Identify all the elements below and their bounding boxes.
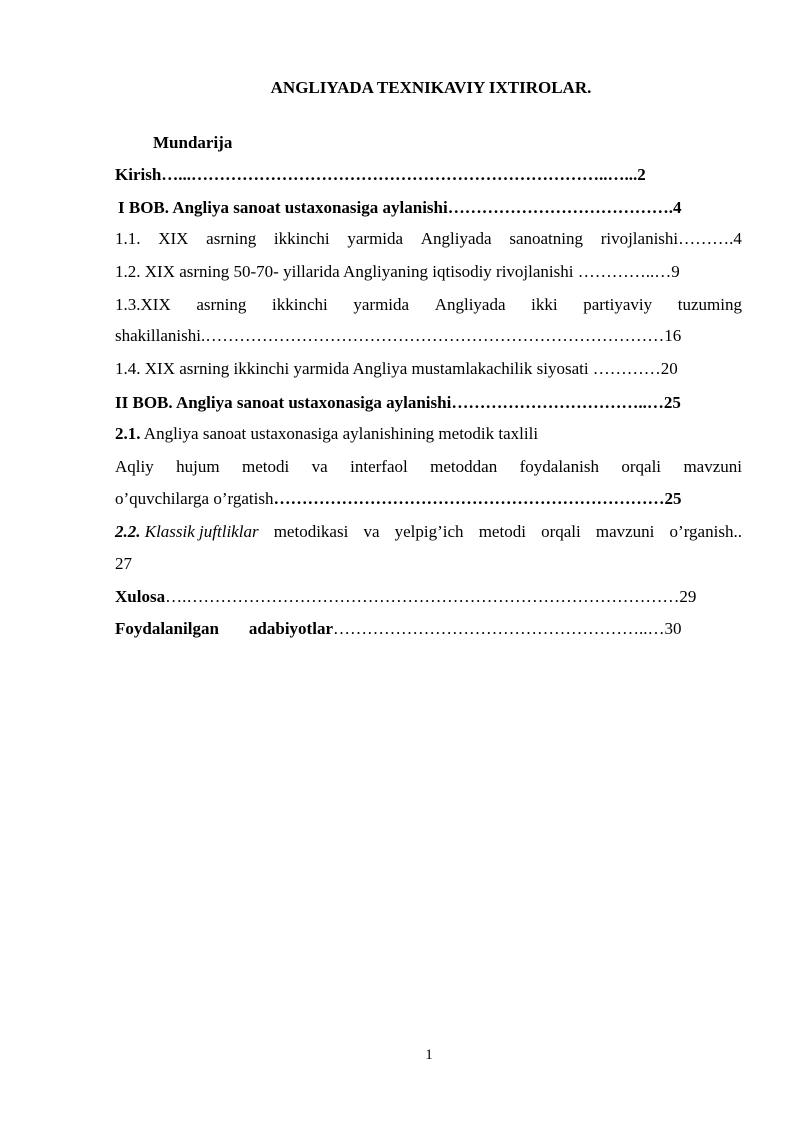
- toc-word: metodikasi: [273, 522, 349, 541]
- toc-word: yelpig’ich: [394, 522, 464, 541]
- toc-word: va: [311, 457, 328, 476]
- toc-word: ikkinchi: [273, 229, 330, 248]
- toc-label: o’quvchilarga o’rgatish: [115, 489, 274, 508]
- toc-entry-2-2: [115, 522, 742, 542]
- toc-word: ikki: [531, 295, 558, 314]
- toc-word: mavzuni: [595, 522, 655, 541]
- toc-dots: ………………………………………………..…: [332, 619, 665, 638]
- toc-word: hujum: [176, 457, 220, 476]
- toc-page: 25: [664, 489, 682, 508]
- toc-dots: ……………………………..…: [451, 393, 664, 412]
- toc-word: metodi: [242, 457, 290, 476]
- toc-word: 1.3.XIX: [115, 295, 171, 314]
- toc-word: ikkinchi: [272, 295, 328, 314]
- toc-entry-xulosa: [115, 587, 742, 607]
- toc-word: sanoatning: [509, 229, 583, 248]
- toc-word: mavzuni: [683, 457, 742, 476]
- toc-page: 25: [663, 393, 681, 412]
- document-title: ANGLIYADA TEXNIKAVIY IXTIROLAR.: [270, 78, 592, 97]
- page-number: 1: [425, 1047, 433, 1063]
- toc-word: XIX: [158, 229, 189, 248]
- toc-page: 29: [679, 587, 697, 606]
- toc-word: orqali: [541, 522, 581, 541]
- toc-word: [115, 522, 259, 542]
- toc-word: o’rganish..: [669, 522, 742, 541]
- toc-word: metodi: [478, 522, 526, 541]
- toc-word: foydalanish: [519, 457, 599, 476]
- toc-word: rivojlanishi……….4: [600, 229, 742, 248]
- toc-word: yarmida: [353, 295, 410, 314]
- toc-page: 2: [637, 165, 646, 184]
- toc-entry-1-3-continued: shakillanishi.………………………………………………………………………16: [115, 326, 682, 345]
- toc-dots: ….……………………………………………………………………………: [165, 587, 680, 606]
- toc-entry-1-1: [115, 229, 742, 249]
- toc-label: adabiyotlar: [248, 619, 333, 638]
- toc-dots: …...………………………………………………………………..…...: [161, 165, 638, 184]
- toc-word: orqali: [621, 457, 662, 476]
- toc-dots: ………………………………….: [447, 198, 673, 217]
- toc-italic-label: Klassik juftliklar: [140, 522, 259, 541]
- toc-word: va: [363, 522, 380, 541]
- toc-entry-2-1: [115, 424, 742, 444]
- toc-number: 2.2.: [115, 522, 141, 541]
- toc-entry-1-2: 1.2. XIX asrning 50-70- yillarida Angliyaning iqtisodiy rivojlanishi …………..…9: [115, 262, 680, 281]
- toc-entry-1-3: [115, 295, 742, 315]
- toc-heading: Mundarija: [153, 133, 233, 152]
- toc-entry-kirish: [115, 165, 742, 185]
- toc-label: I BOB. Angliya sanoat ustaxonasiga aylanishi: [118, 198, 448, 217]
- toc-label: Foydalanilgan: [115, 619, 219, 638]
- toc-word: 1.1.: [115, 229, 141, 248]
- toc-word: Aqliy: [115, 457, 154, 476]
- toc-word: Angliyada: [434, 295, 506, 314]
- toc-page: 30: [664, 619, 682, 638]
- toc-label: II BOB. Angliya sanoat ustaxonasiga aylanishi: [115, 393, 452, 412]
- toc-word: interfaol: [350, 457, 408, 476]
- toc-label: Kirish: [115, 165, 162, 184]
- toc-entry-bob-1: [118, 198, 745, 218]
- toc-word: partiyaviy: [583, 295, 653, 314]
- toc-dots: ……………………………………………………………: [273, 489, 665, 508]
- toc-number: 2.1.: [115, 424, 141, 443]
- toc-entry-aqliy-hujum-continued: [115, 489, 742, 509]
- toc-entry-adabiyotlar: [115, 619, 742, 639]
- toc-entry-bob-2: [115, 393, 742, 413]
- toc-word: asrning: [206, 229, 257, 248]
- toc-word: yarmida: [347, 229, 404, 248]
- toc-word: asrning: [196, 295, 247, 314]
- toc-entry-aqliy-hujum: [115, 457, 742, 477]
- toc-entry-2-2-page: 27: [115, 554, 132, 573]
- toc-page: 4: [672, 198, 682, 217]
- toc-word: Angliyada: [420, 229, 492, 248]
- toc-word: tuzuming: [677, 295, 742, 314]
- toc-label: Angliya sanoat ustaxonasiga aylanishining metodik taxlili: [140, 424, 539, 443]
- toc-word: metoddan: [430, 457, 498, 476]
- toc-label: Xulosa: [115, 587, 166, 606]
- toc-entry-1-4: 1.4. XIX asrning ikkinchi yarmida Angliya mustamlakachilik siyosati …………20: [115, 359, 678, 378]
